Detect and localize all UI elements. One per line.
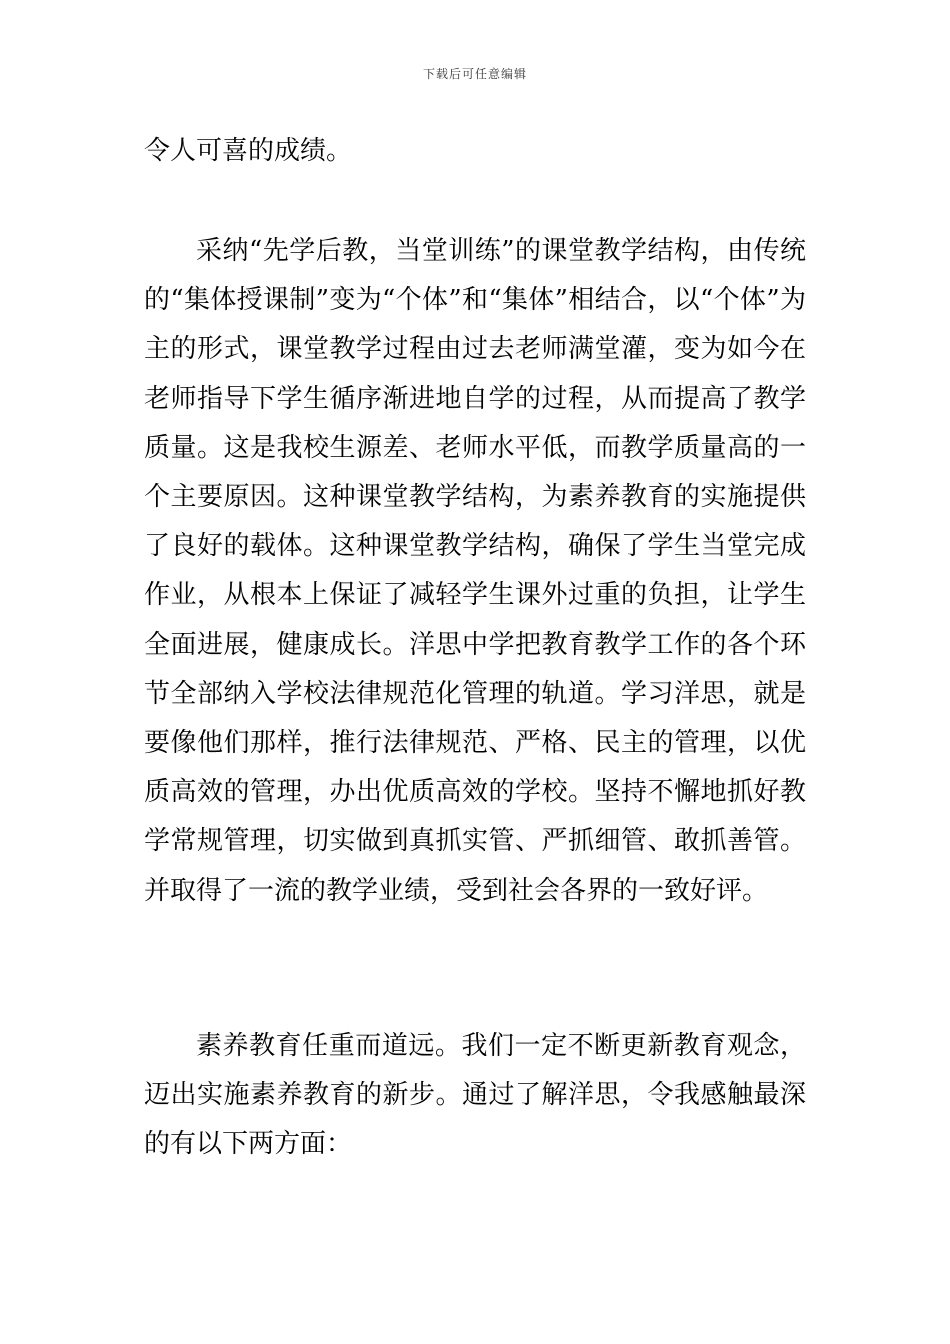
paragraph-teaching-structure-block xyxy=(144,227,806,916)
paragraph-continued: 令人可喜的成绩。 xyxy=(144,136,353,166)
paragraph-quality-education-block xyxy=(144,1022,806,1170)
page-header-note: 下载后可任意编辑 xyxy=(422,67,527,81)
paragraph-teaching-structure: 采纳“先学后教，当堂训练”的课堂教学结构，由传统的“集体授课制”变为“个体”和“集体”相结合，以“个体”为主的形式，课堂教学过程由过去老师满堂灌，变为如今在老师指导下学生循序渐进地自学的过程，从而提高了教学质量。这是我校生源差、老师水平低，而教学质量高的一个主要原因。这种课堂教学结构，为素养教育的实施提供了良好的载体。这种课堂教学结构，确保了学生当堂完成作业，从根本上保证了减轻学生课外过重的负担，让学生全面进展，健康成长。洋思中学把教育教学工作的各个环节全部纳入学校法律规范化管理的轨道。学习洋思，就是要像他们那样，推行法律规范、严格、民主的管理，以优质高效的管理，办出优质高效的学校。坚持不懈地抓好教学常规管理，切实做到真抓实管、严抓细管、敢抓善管。并取得了一流的教学业绩，受到社会各界的一致好评。 xyxy=(144,236,806,906)
paragraph-continued-block xyxy=(144,127,806,176)
paragraph-quality-education: 素养教育任重而道远。我们一定不断更新教育观念，迈出实施素养教育的新步。通过了解洋思，令我感触最深的有以下两方面： xyxy=(144,1031,806,1160)
